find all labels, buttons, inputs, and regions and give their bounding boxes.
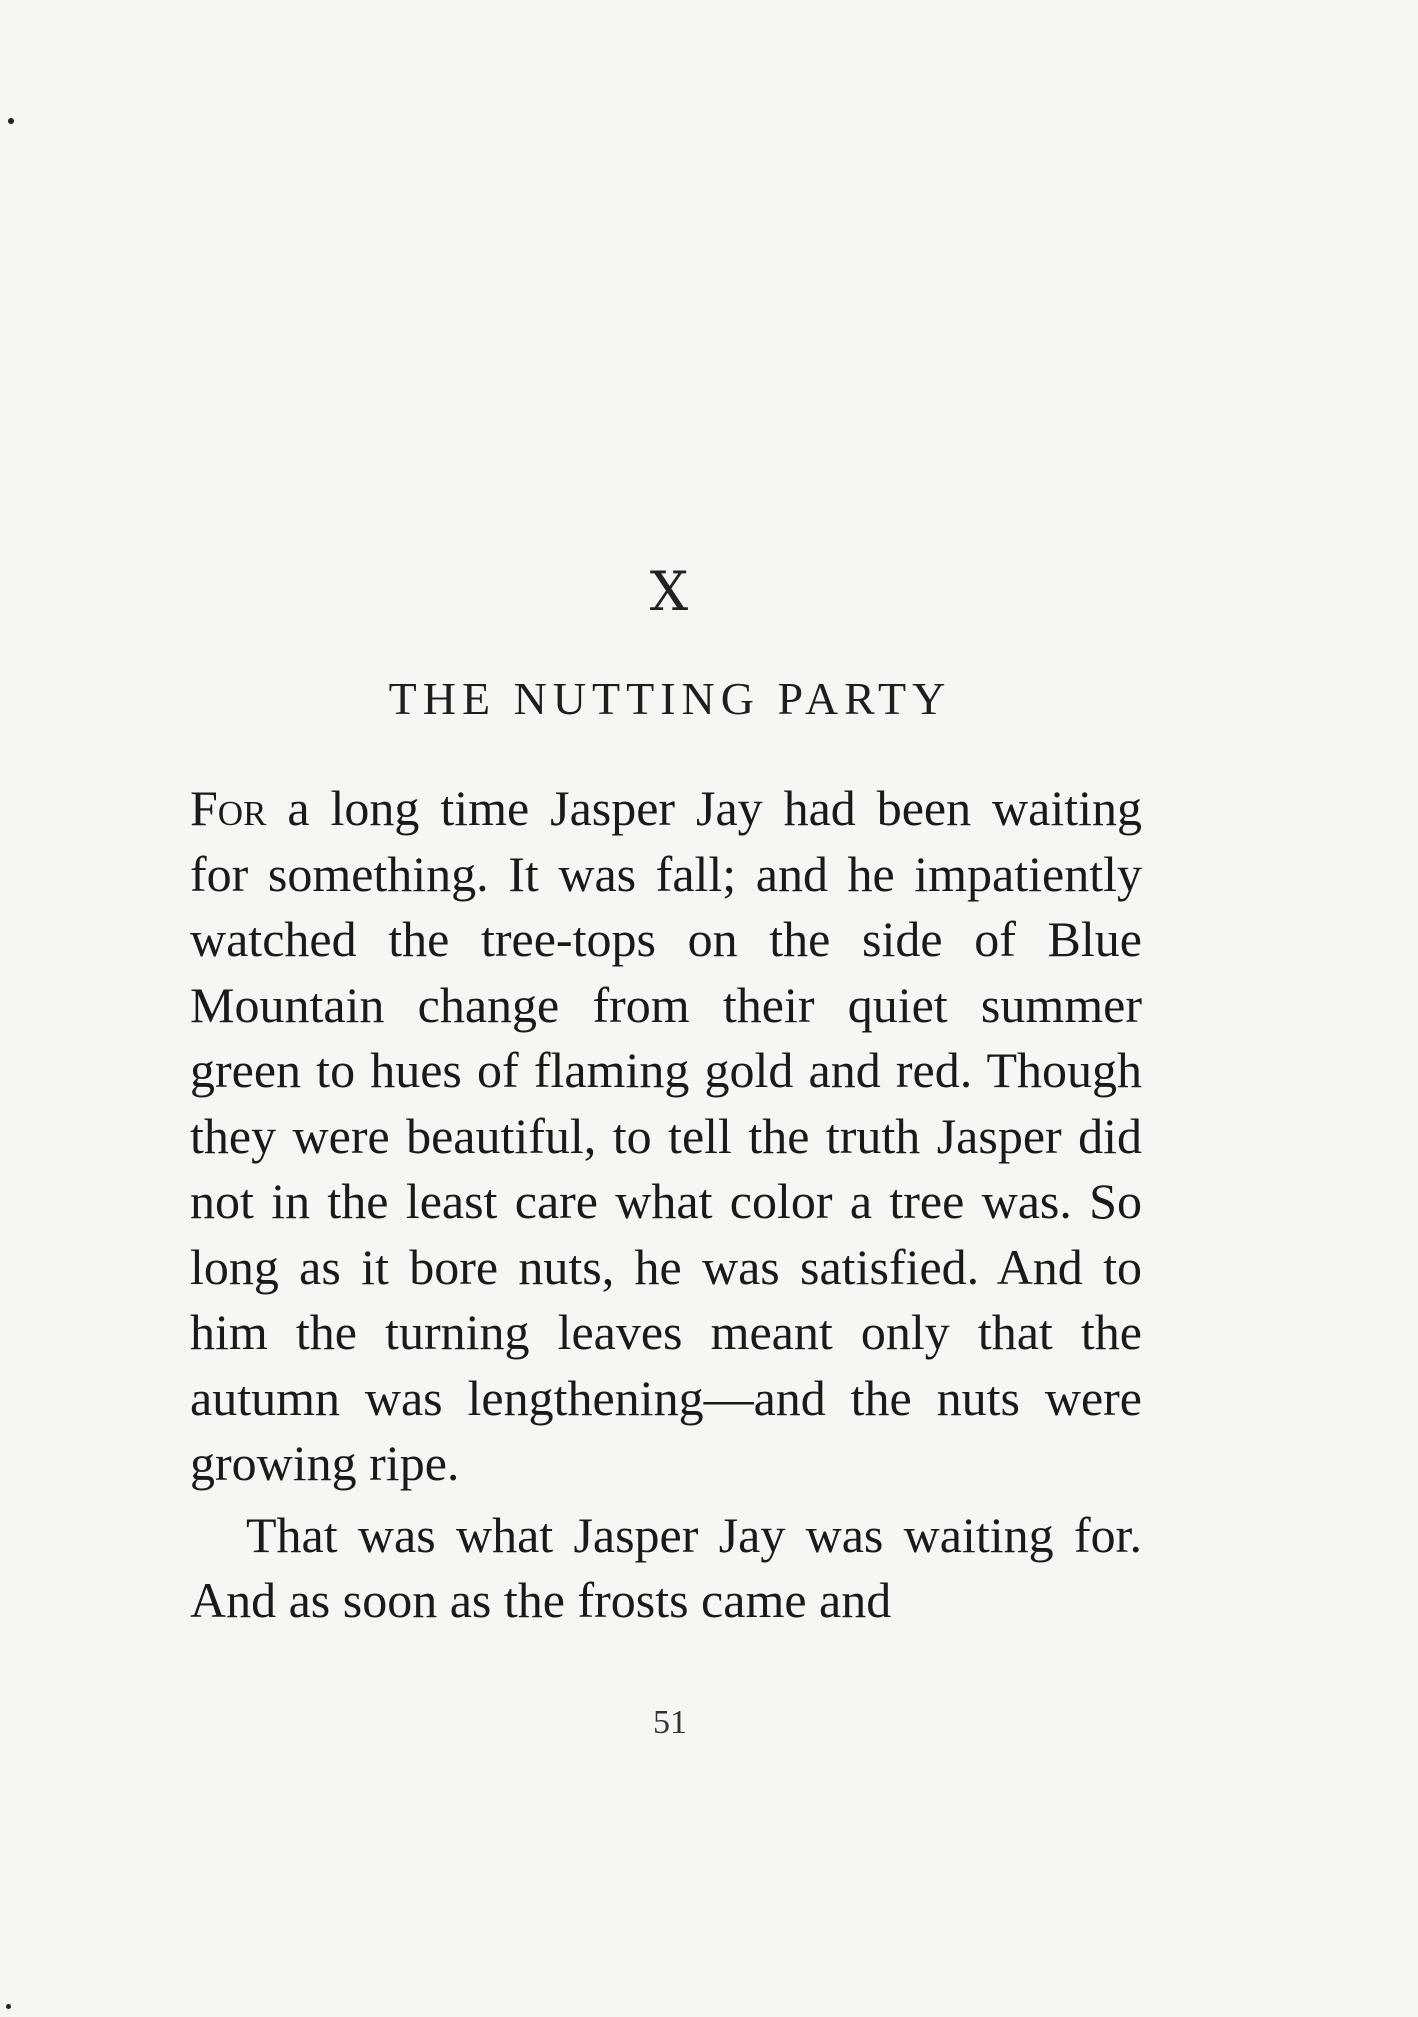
chapter-body <box>190 776 1142 1634</box>
paragraph <box>190 776 1142 1497</box>
print-speck <box>6 2004 11 2009</box>
paragraph-text: a long time Jasper Jay had been waiting for something. It was fall; and he impatiently watched the tree-tops on the side of Blue Mountain change from their quiet summer green to hues of flaming gold and red. Though they were beautiful, to tell the truth Jasper did not in the least care what color a tree was. So long as it bore nuts, he was satisfied. And to him the turning leaves meant only that the autumn was lengthening—and the nuts were growing ripe. <box>190 780 1142 1491</box>
print-speck <box>8 118 14 124</box>
page-number: 51 <box>653 1704 687 1741</box>
chapter-title: THE NUTTING PARTY <box>388 673 952 724</box>
opening-word: For <box>190 780 267 836</box>
paragraph-text: That was what Jasper Jay was waiting for. And as soon as the frosts came and <box>190 1506 1142 1628</box>
paragraph <box>190 1503 1142 1634</box>
chapter-number: X <box>649 560 691 623</box>
